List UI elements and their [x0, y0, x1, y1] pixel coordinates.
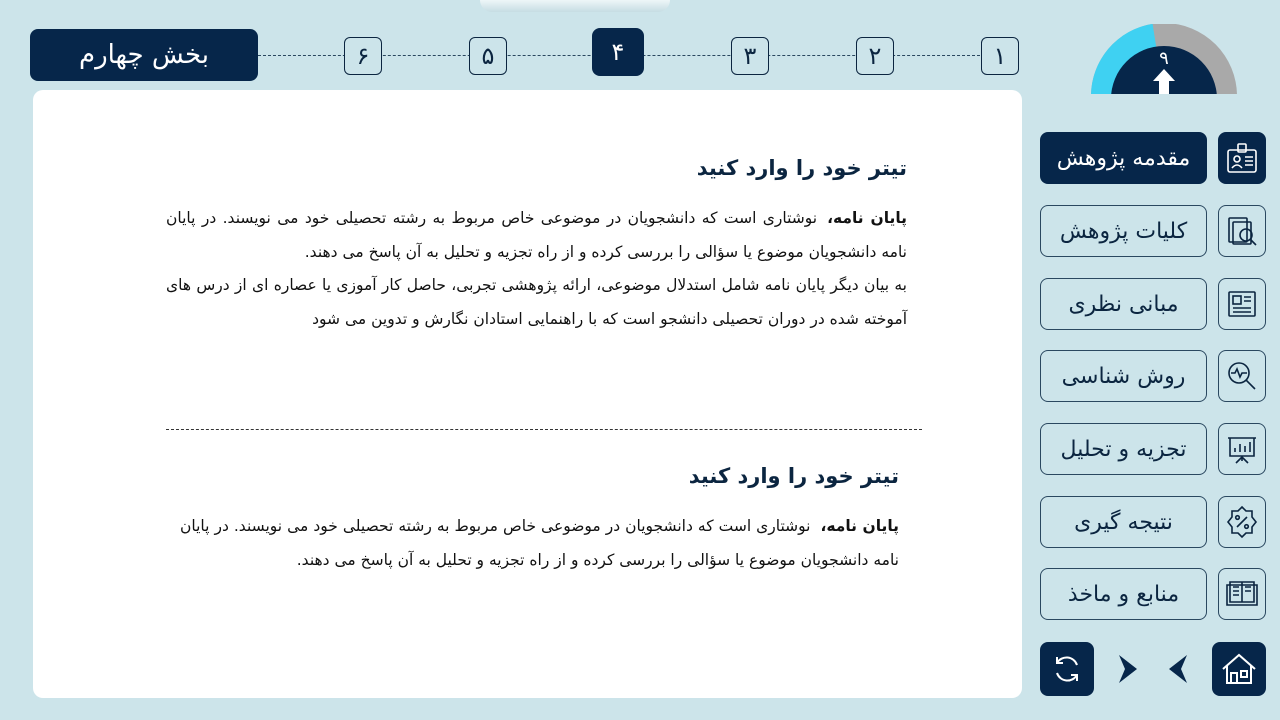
step-5[interactable]: ۵ [469, 37, 507, 75]
content-divider [166, 429, 922, 430]
top-decoration [480, 0, 670, 12]
previous-button[interactable] [1150, 642, 1204, 696]
block-1-title: تیتر خود را وارد کنید [696, 156, 907, 180]
refresh-icon [1049, 651, 1085, 687]
sidebar-icon-overview[interactable] [1218, 205, 1266, 257]
sidebar-item-introduction[interactable]: مقدمه پژوهش [1040, 132, 1207, 184]
content-block-1 [166, 156, 907, 336]
sidebar-item-references[interactable]: منابع و ماخذ [1040, 568, 1207, 620]
block-2-paragraph-1 [180, 510, 899, 577]
sidebar-icon-analysis[interactable] [1218, 423, 1266, 475]
newspaper-icon [1224, 286, 1260, 322]
next-button[interactable] [1100, 642, 1154, 696]
block-1-term: پایان نامه، [827, 209, 907, 227]
block-2-text-1: نوشتاری است که دانشجویان در موضوعی خاص مربوط به رشته تحصیلی خود می نویسند. در پایان نامه دانشجویان موضوع یا سؤالی را بررسی کرده و از راه تجزیه و تحلیل به آن پاسخ می دهند. [180, 517, 899, 569]
gauge-value: ۹ [1159, 48, 1169, 69]
sidebar-icon-introduction[interactable] [1218, 132, 1266, 184]
block-1-text-1: نوشتاری است که دانشجویان در موضوعی خاص مربوط به رشته تحصیلی خود می نویسند. در پایان نامه دانشجویان موضوع یا سؤالی را بررسی کرده و از راه تجزیه و تحلیل به آن پاسخ می دهند. [166, 209, 907, 261]
home-button[interactable] [1212, 642, 1266, 696]
block-1-paragraph-2: به بیان دیگر پایان نامه شامل استدلال موضوعی، ارائه پژوهشی تجربی، حاصل کار آموزی یا عصاره ای از درس های آموخته شده در دوران تحصیلی دانشجو است که با راهنمایی استادان نگارش و تدوین می شود [166, 276, 907, 328]
block-1-paragraph-1 [166, 202, 907, 269]
id-card-icon [1224, 140, 1260, 176]
home-icon [1219, 649, 1259, 689]
block-2-title: تیتر خود را وارد کنید [688, 464, 899, 488]
progress-gauge [1089, 24, 1239, 94]
next-icon [1107, 649, 1147, 689]
book-icon [1224, 576, 1260, 612]
content-panel [33, 90, 1022, 698]
magnifier-pulse-icon [1224, 358, 1260, 394]
sidebar-item-conclusion[interactable]: نتیجه گیری [1040, 496, 1207, 548]
step-1[interactable]: ۱ [981, 37, 1019, 75]
sidebar-icon-theory[interactable] [1218, 278, 1266, 330]
step-4[interactable]: ۴ [592, 28, 644, 76]
sidebar-icon-methodology[interactable] [1218, 350, 1266, 402]
content-block-2 [180, 464, 899, 577]
step-2[interactable]: ۲ [856, 37, 894, 75]
sidebar-item-analysis[interactable]: تجزیه و تحلیل [1040, 423, 1207, 475]
document-search-icon [1224, 213, 1260, 249]
sidebar-item-overview[interactable]: کلیات پژوهش [1040, 205, 1207, 257]
sidebar-icon-references[interactable] [1218, 568, 1266, 620]
prev-icon [1157, 649, 1197, 689]
sidebar-item-methodology[interactable]: روش شناسی [1040, 350, 1207, 402]
refresh-button[interactable] [1040, 642, 1094, 696]
section-title: بخش چهارم [30, 29, 258, 81]
percent-badge-icon [1224, 504, 1260, 540]
block-2-term: پایان نامه، [820, 517, 899, 535]
step-6[interactable]: ۶ [344, 37, 382, 75]
presentation-board-icon [1224, 431, 1260, 467]
step-3[interactable]: ۳ [731, 37, 769, 75]
sidebar-item-theory[interactable]: مبانی نظری [1040, 278, 1207, 330]
sidebar-icon-conclusion[interactable] [1218, 496, 1266, 548]
